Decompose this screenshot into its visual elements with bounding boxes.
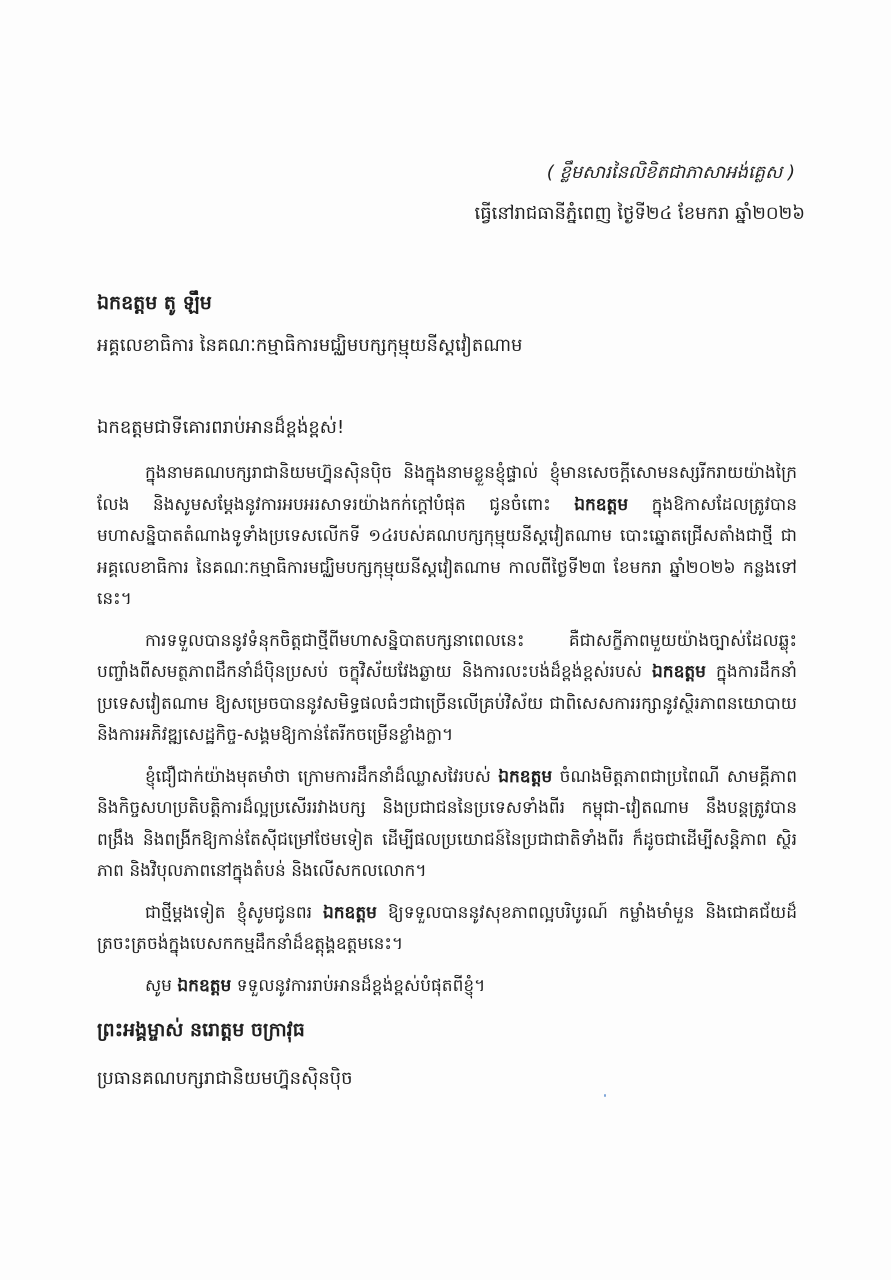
paragraph-text: ការទទួលបាននូវទំនុកចិត្តជាថ្មីពីមហាសន្និបាតបក្សនាពេលនេះ គឺជាសក្ខីភាពមួយយ៉ាងច្បាស់ដែលឆ្លុះបញ្ចាំងពីសមត្ថភាពដឹកនាំដ៏ប៉ិនប្រសប់ ចក្ខុវិស័យវែងឆ្ងាយ និងការលះបង់ដ៏ខ្ពង់ខ្ពស់របស់ (97, 630, 797, 682)
paper-speck (604, 1094, 606, 1097)
body-paragraph-3 (97, 762, 797, 888)
recipient-title: អគ្គលេខាធិការ នៃគណៈកម្មាធិការមជ្ឈិមបក្សកុម្មុយនីស្តវៀតណាម (97, 335, 523, 356)
honorific: ឯកឧត្តម (322, 902, 377, 923)
honorific: ឯកឧត្តម (652, 662, 706, 682)
paragraph-text: ឱ្យទទួលបាននូវសុខភាពល្អបរិបូរណ៍ កម្លាំងមាំមួន និងជោគជ័យដ៏ត្រចះត្រចង់ក្នុងបេសកកម្មដឹកនាំដ៏ឧត្តុង្គឧត្តមនេះ។ (97, 902, 797, 954)
translation-note: ( ខ្លឹមសារនៃលិខិតជាភាសាអង់គ្លេស ) (546, 162, 795, 183)
dateline: ធ្វើនៅរាជធានីភ្នំពេញ ថ្ងៃទី២៤ ខែមករា ឆ្នាំ២០២៦ (474, 203, 805, 224)
signer-name: ព្រះអង្គម្ចាស់ នរោត្តម ចក្រាវុធ (97, 1019, 305, 1041)
honorific: ឯកឧត្តម (498, 766, 553, 787)
closing-line (97, 971, 797, 1003)
paragraph-text: ចំណងមិត្តភាពជាប្រពៃណី សាមគ្គីភាព និងកិច្ចសហប្រតិបត្តិការដ៏ល្អប្រសើររវាងបក្ស និងប្រជាជននៃប្រទេសទាំងពីរ កម្ពុជា-វៀតណាម នឹងបន្តត្រូវបានពង្រឹង និងពង្រីកឱ្យកាន់តែស៊ីជម្រៅថែមទៀត ដើម្បីផលប្រយោជន៍នៃប្រជាជាតិទាំងពីរ ក៏ដូចជាដើម្បីសន្តិភាព ស្ថិរភាព និងវិបុលភាពនៅក្នុងតំបន់ និងលើសកលលោក។ (97, 766, 797, 881)
paragraph-text: ក្នុងការដឹកនាំប្រទេសវៀតណាម ឱ្យសម្រេចបាននូវសមិទ្ធផលធំៗជាច្រើនលើគ្រប់វិស័យ ជាពិសេសការរក្សានូវស្ថិរភាពនយោបាយ និងការអភិវឌ្ឍសេដ្ឋកិច្ច-សង្គមឱ្យកាន់តែរីកចម្រើនខ្លាំងក្លា។ (97, 662, 797, 745)
paragraph-text: ជាថ្មីម្តងទៀត ខ្ញុំសូមជូនពរ (145, 902, 323, 923)
body-paragraph-1 (97, 458, 797, 616)
paragraph-text: ក្នុងនាមគណបក្សរាជានិយមហ្វ៊ុនស៊ិនប៉ិច និងក្នុងនាមខ្លួនខ្ញុំផ្ទាល់ ខ្ញុំមានសេចក្តីសោមនស្សរីករាយយ៉ាងក្រៃលែង និងសូមសម្តែងនូវការអបអរសាទរយ៉ាងកក់ក្តៅបំផុត ជូនចំពោះ (97, 463, 797, 515)
signer-title: ប្រធានគណបក្សរាជានិយមហ្វ៊ុនស៊ិនប៉ិច (97, 1068, 353, 1089)
closing-text: សូម (145, 975, 178, 996)
closing-text: ទទួលនូវការរាប់អានដ៏ខ្ពង់ខ្ពស់បំផុតពីខ្ញុំ។ (231, 975, 486, 996)
paragraph-text: ខ្ញុំជឿជាក់យ៉ាងមុតមាំថា ក្រោមការដឹកនាំដ៏ឈ្លាសវៃរបស់ (145, 766, 499, 787)
salutation: ឯកឧត្តមជាទីគោរពរាប់អានដ៏ខ្ពង់ខ្ពស់! (97, 417, 345, 438)
body-paragraph-2 (97, 626, 797, 752)
honorific: ឯកឧត្តម (177, 975, 232, 996)
honorific: ឯកឧត្តម (574, 494, 629, 515)
letter-body (97, 458, 797, 1002)
paragraph-text: ក្នុងឱកាសដែលត្រូវបានមហាសន្និបាតតំណាងទូទាំងប្រទេសលើកទី ១៤របស់គណបក្សកុម្មុយនីស្តវៀតណាម បោះឆ្នោតជ្រើសតាំងជាថ្មី ជាអគ្គលេខាធិការ នៃគណៈកម្មាធិការមជ្ឈិមបក្សកុម្មុយនីស្តវៀតណាម កាលពីថ្ងៃទី២៣ ខែមករា ឆ្នាំ២០២៦ កន្លងទៅនេះ។ (97, 494, 797, 609)
body-paragraph-4 (97, 898, 797, 961)
recipient-name: ឯកឧត្តម តូ ឡឹម (97, 292, 212, 314)
